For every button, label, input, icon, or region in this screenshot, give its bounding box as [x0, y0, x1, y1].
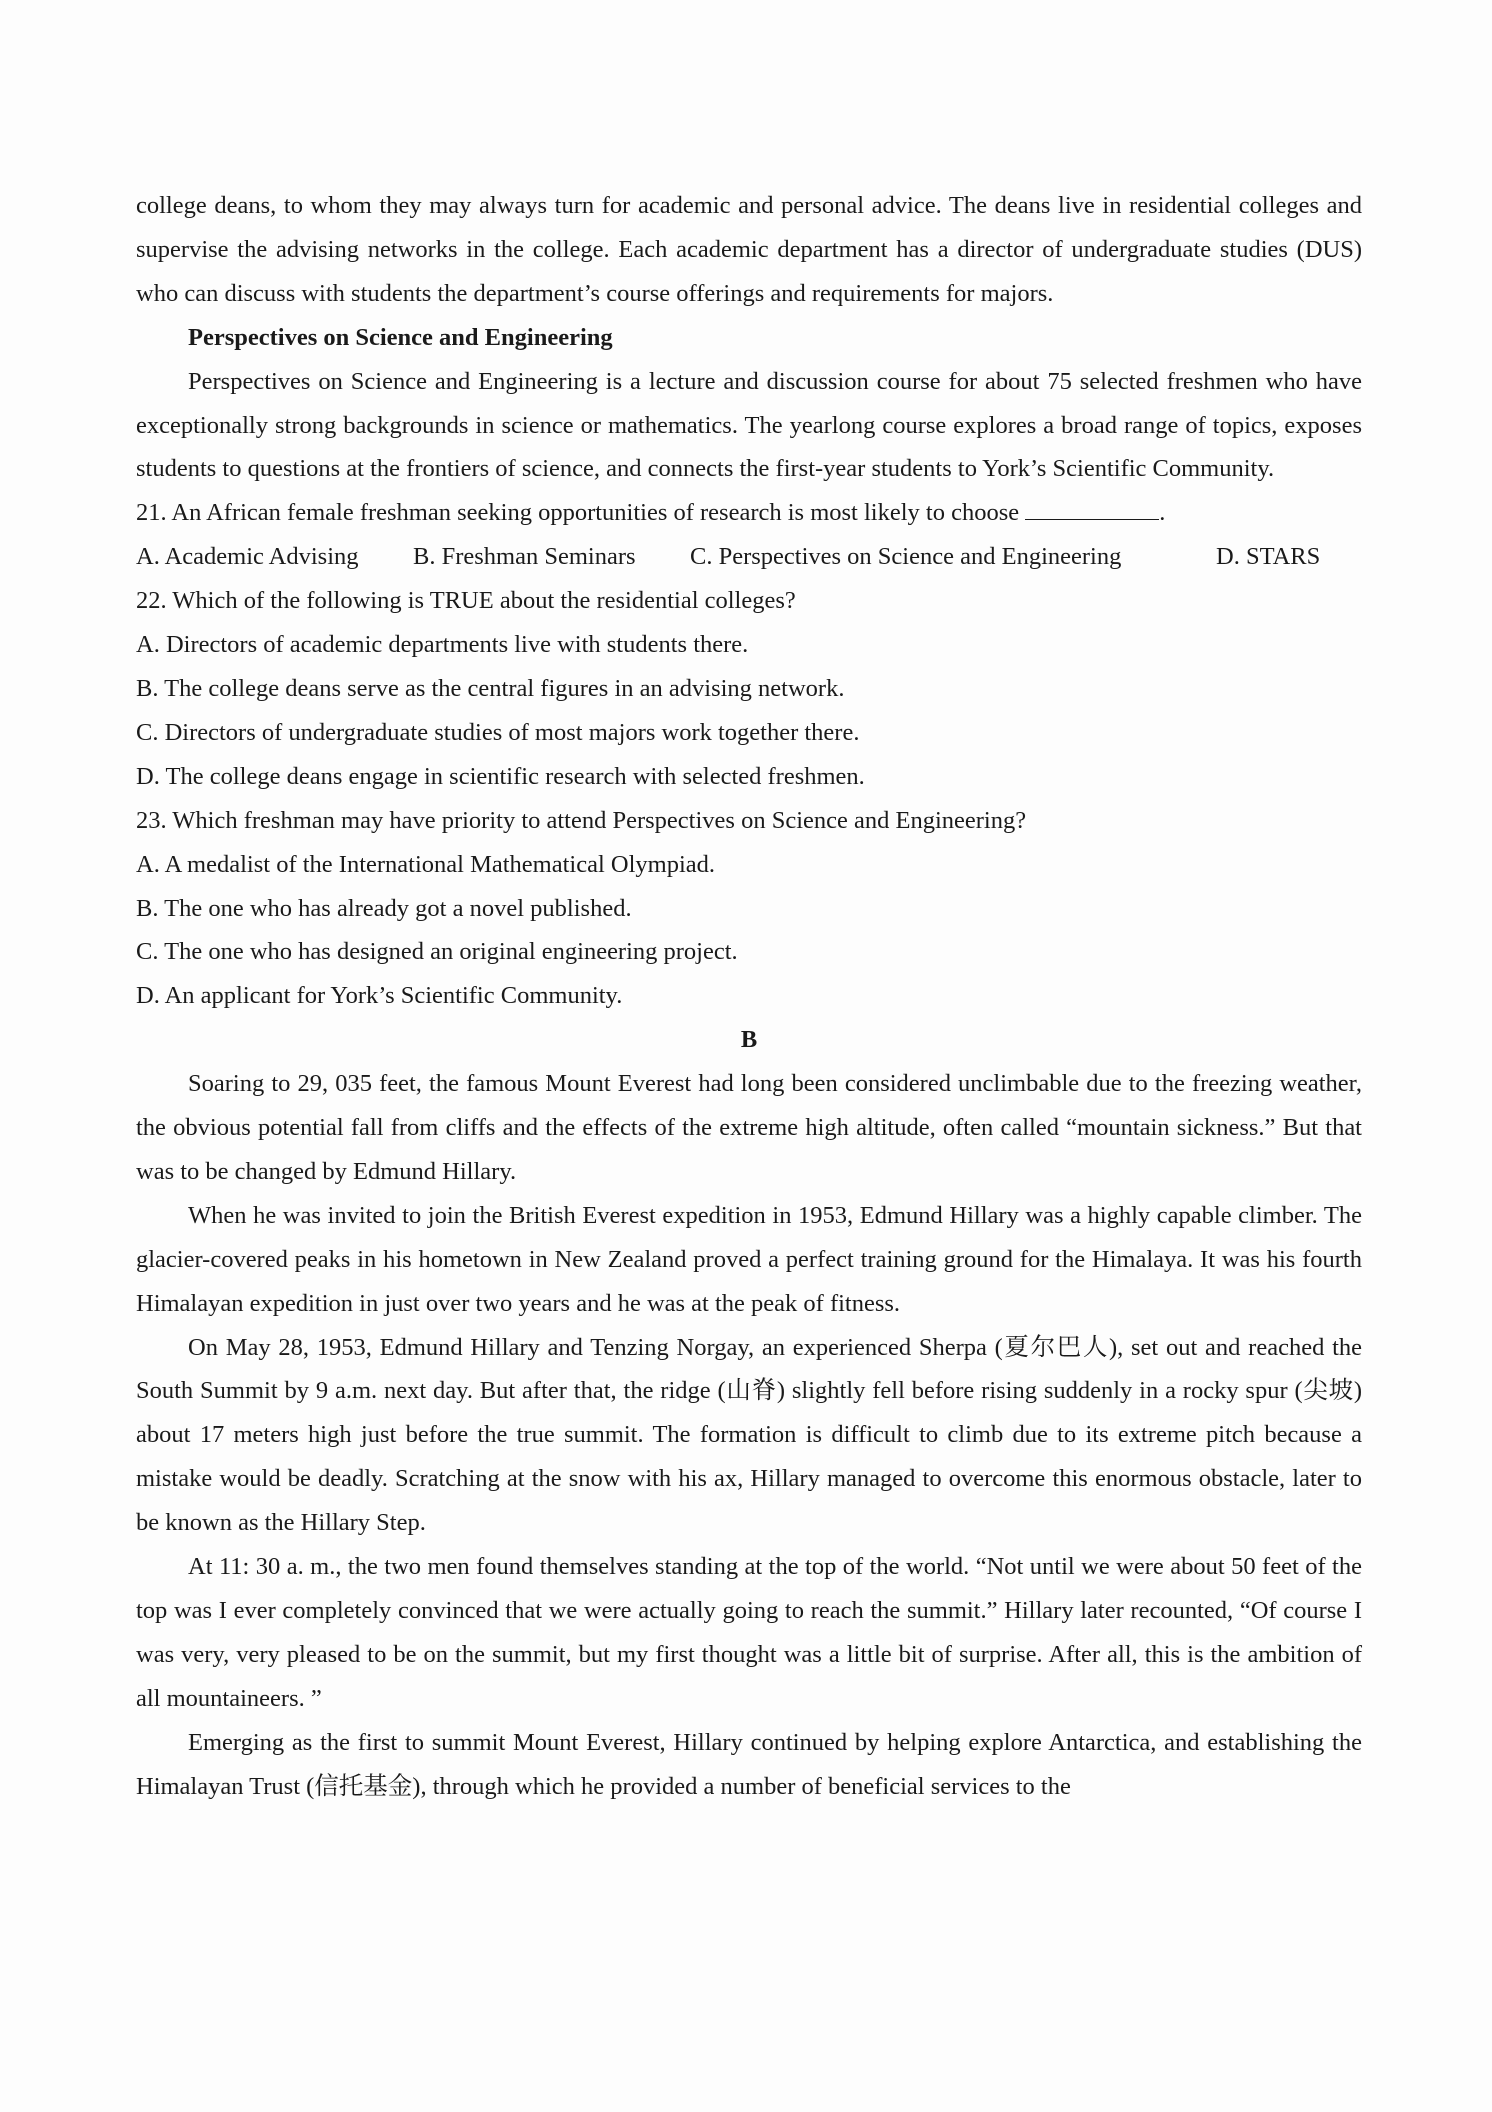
option-d: D. An applicant for York’s Scientific Community. — [136, 982, 623, 1010]
perspectives-paragraph: Perspectives on Science and Engineering is a lecture and discussion course for about 75 selected freshmen who have exceptionally strong backgrounds in science or mathematics. The yearlong course explores a broad range of topics, exposes students to questions at the frontiers of science, and connects the first-year students to York’s Scientific Community. — [136, 367, 1362, 483]
option-b: B. The one who has already got a novel published. — [136, 894, 632, 922]
passage-b-letter: B — [740, 1026, 758, 1054]
page-content — [136, 184, 1362, 1809]
option-a: A. Academic Advising — [136, 543, 359, 571]
question-21-text: 21. An African female freshman seeking opportunities of research is most likely to choose — [136, 499, 1020, 527]
advising-paragraph: college deans, to whom they may always turn for academic and personal advice. The deans live in residential colleges and supervise the advising networks in the college. Each academic department has a director of undergraduate studies (DUS) who can discuss with students the department’s course offerings and requirements for majors. — [136, 192, 1362, 307]
question-21-options — [136, 535, 1362, 579]
passage-b-paragraph-2: When he was invited to join the British Everest expedition in 1953, Edmund Hillary was a highly capable climber. The glacier-covered peaks in his hometown in New Zealand proved a perfect training ground for the Himalaya. It was his fourth Himalayan expedition in just over two years and he was at the peak of fitness. — [136, 1201, 1362, 1317]
passage-b-paragraph-5: Emerging as the first to summit Mount Everest, Hillary continued by helping explore Antarctica, and establishing the Himalayan Trust (信托基金), through which he provided a number of beneficial services to the — [136, 1728, 1362, 1800]
option-b: B. The college deans serve as the central figures in an advising network. — [136, 674, 845, 702]
option-a: A. A medalist of the International Mathematical Olympiad. — [136, 850, 716, 878]
option-c: C. Directors of undergraduate studies of most majors work together there. — [136, 718, 860, 746]
question-22-stem: 22. Which of the following is TRUE about the residential colleges? — [136, 587, 796, 615]
question-21-end: . — [1159, 499, 1166, 527]
passage-b-paragraph-1: Soaring to 29, 035 feet, the famous Mount Everest had long been considered unclimbable due to the freezing weather, the obvious potential fall from cliffs and the effects of the extreme high altitude, often called “mountain sickness.” But that was to be changed by Edmund Hillary. — [136, 1070, 1362, 1185]
option-c: C. The one who has designed an original engineering project. — [136, 938, 738, 966]
question-21-stem — [136, 491, 1362, 535]
answer-blank — [1025, 497, 1159, 520]
option-a: A. Directors of academic departments live with students there. — [136, 631, 749, 659]
option-d: D. The college deans engage in scientific research with selected freshmen. — [136, 762, 865, 790]
option-c: C. Perspectives on Science and Engineering — [690, 543, 1122, 571]
question-23-stem: 23. Which freshman may have priority to attend Perspectives on Science and Engineering? — [136, 806, 1027, 834]
passage-b-paragraph-4: At 11: 30 a. m., the two men found themselves standing at the top of the world. “Not until we were about 50 feet of the top was I ever completely convinced that we were actually going to reach the summit.” Hillary later recounted, “Of course I was very, very pleased to be on the summit, but my first thought was a little bit of surprise. After all, this is the ambition of all mountaineers. ” — [136, 1553, 1362, 1712]
section-heading: Perspectives on Science and Engineering — [188, 323, 613, 351]
option-d: D. STARS — [1216, 543, 1321, 571]
passage-b-paragraph-3: On May 28, 1953, Edmund Hillary and Tenzing Norgay, an experienced Sherpa (夏尔巴人), set out and reached the South Summit by 9 a.m. next day. But after that, the ridge (山脊) slightly fell before rising suddenly in a rocky spur (尖坡) about 17 meters high just before the true summit. The formation is difficult to climb due to its extreme pitch because a mistake would be deadly. Scratching at the snow with his ax, Hillary managed to overcome this enormous obstacle, later to be known as the Hillary Step. — [136, 1333, 1362, 1537]
option-b: B. Freshman Seminars — [413, 543, 636, 571]
